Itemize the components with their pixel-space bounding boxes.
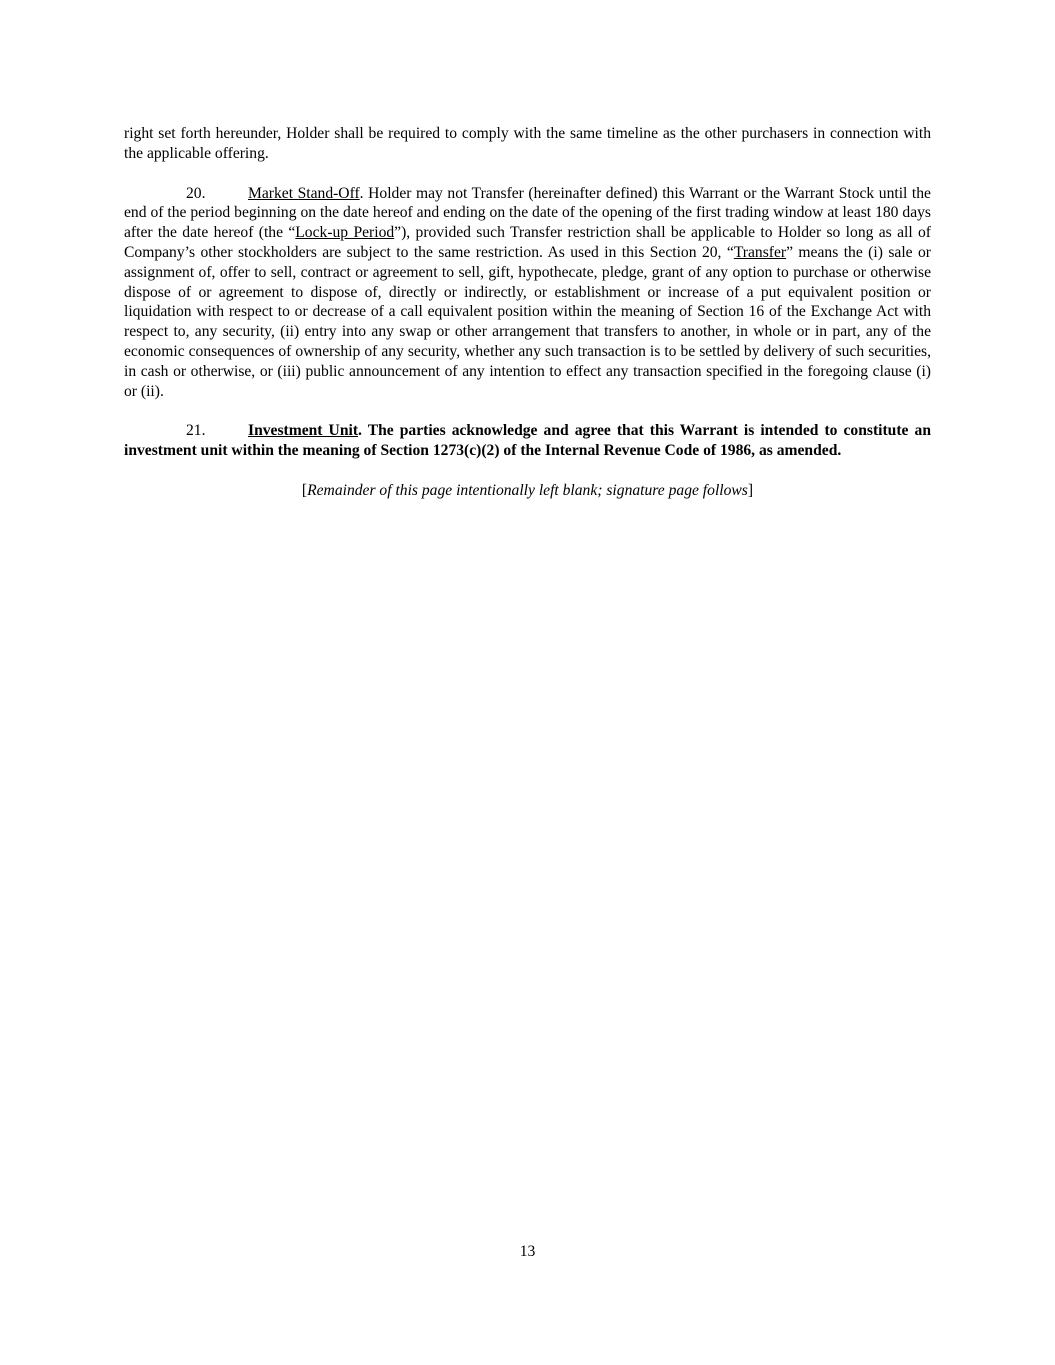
section-21-heading: Investment Unit — [248, 422, 359, 440]
closing-text: Remainder of this page intentionally left blank; signature page follows — [307, 481, 748, 499]
defined-term-lockup-period: Lock-up Period — [295, 224, 395, 242]
section-20-number: 20. — [186, 184, 206, 202]
document-body — [124, 124, 931, 501]
section-21-number: 21. — [186, 422, 206, 440]
closing-note — [124, 481, 931, 501]
page-number: 13 — [519, 1243, 536, 1260]
section-21-text: . The parties acknowledge and agree that this Warrant is intended to constitute an investment unit within the meaning of Section 1273(c)(2) of the Internal Revenue Code of 1986, as amended. — [124, 422, 931, 460]
section-20-text-1: . Holder may not Transfer (hereinafter defined) this Warrant or the Warrant Stock until the end of the period beginning on the date hereof and ending on the date of the opening of the first trading window at least 180 days after the date hereof (the “ — [124, 184, 931, 242]
continuation-text: right set forth hereunder, Holder shall be required to comply with the same timeline as the other purchasers in connection with the applicable offering. — [124, 125, 931, 162]
section-20-text-3: ” means the (i) sale or assignment of, offer to sell, contract or agreement to sell, gift, hypothecate, pledge, grant of any option to purchase or otherwise dispose of or agreement to dispose of, directly or indirectly, or establishment or increase of a put equivalent position or liquidation with respect to or decrease of a call equivalent position within the meaning of Section 16 of the Exchange Act with respect to, any security, (ii) entry into any swap or other arrangement that transfers to another, in whole or in part, any of the economic consequences of ownership of any security, whether any such transaction is to be settled by delivery of such securities, in cash or otherwise, or (iii) public announcement of any intention to effect any transaction specified in the foregoing clause (i) or (ii). — [124, 243, 931, 400]
closing-close-bracket: ] — [747, 481, 754, 499]
closing-open-bracket: [ — [301, 481, 308, 499]
defined-term-transfer: Transfer — [733, 243, 787, 261]
section-20-heading: Market Stand-Off — [248, 184, 360, 202]
section-20 — [124, 184, 931, 402]
continuation-paragraph — [124, 124, 931, 164]
section-21 — [124, 421, 931, 461]
section-20-text-2: ”), provided such Transfer restriction shall be applicable to Holder so long as all of Company’s other stockholders are subject to the same restriction. As used in this Section 20, “ — [124, 224, 931, 261]
